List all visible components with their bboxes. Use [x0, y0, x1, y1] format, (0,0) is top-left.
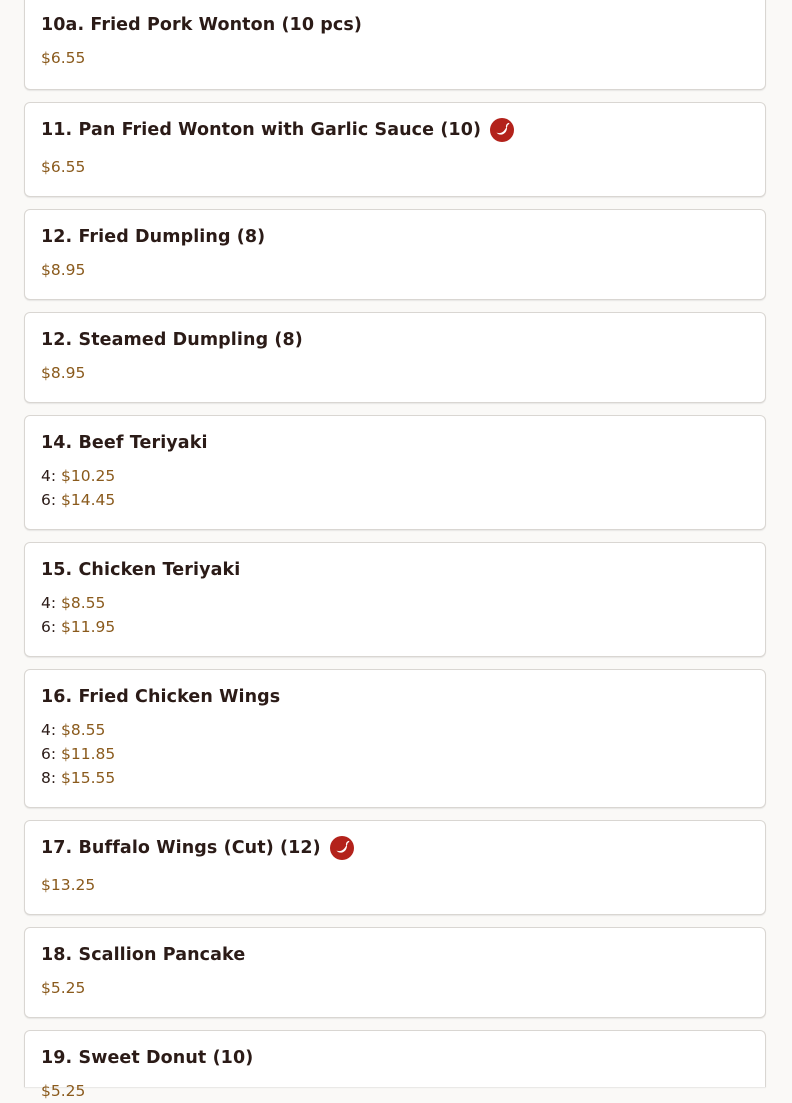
price: $15.55 [61, 769, 116, 787]
price-list [41, 155, 749, 179]
price: $11.85 [61, 745, 116, 763]
price: $6.55 [41, 158, 86, 176]
price-line [41, 361, 749, 385]
price-list [41, 1079, 749, 1103]
menu-item-card[interactable] [24, 542, 766, 657]
menu-item-card[interactable] [24, 1030, 766, 1100]
price: $6.55 [41, 49, 86, 67]
size-label: 6: [41, 491, 62, 509]
menu-item-title: 14. Beef Teriyaki [41, 433, 208, 453]
menu-item-title: 12. Fried Dumpling (8) [41, 227, 266, 247]
size-label: 6: [41, 618, 62, 636]
size-label: 8: [41, 769, 62, 787]
price: $8.55 [61, 721, 106, 739]
menu-item-card[interactable] [24, 820, 766, 915]
price-list [41, 258, 749, 282]
price: $5.25 [41, 1082, 86, 1100]
menu-item-card[interactable] [24, 312, 766, 403]
size-label: 4: [41, 594, 62, 612]
price-line [41, 976, 749, 1000]
price: $5.25 [41, 979, 86, 997]
price-line [41, 464, 749, 488]
price-line [41, 718, 749, 742]
price-list [41, 361, 749, 385]
menu-item-title: 18. Scallion Pancake [41, 945, 246, 965]
size-label: 6: [41, 745, 62, 763]
price-list [41, 873, 749, 897]
price-line [41, 766, 749, 790]
menu-item-card[interactable] [24, 669, 766, 808]
size-label: 4: [41, 721, 62, 739]
price: $8.95 [41, 261, 86, 279]
spicy-pepper-icon [490, 118, 514, 142]
menu-item-title: 11. Pan Fried Wonton with Garlic Sauce (10) [41, 120, 482, 140]
price: $10.25 [61, 467, 116, 485]
price-line [41, 615, 749, 639]
price: $13.25 [41, 876, 96, 894]
price: $14.45 [61, 491, 116, 509]
price-line [41, 742, 749, 766]
menu-item-title: 19. Sweet Donut (10) [41, 1048, 254, 1068]
menu-item-card[interactable] [24, 415, 766, 530]
menu-item-title: 10a. Fried Pork Wonton (10 pcs) [41, 15, 363, 35]
price-list [41, 464, 749, 512]
price-line [41, 258, 749, 282]
price-line [41, 155, 749, 179]
price: $8.95 [41, 364, 86, 382]
price-list [41, 591, 749, 639]
spicy-pepper-icon [330, 836, 354, 860]
price-line [41, 46, 749, 70]
price: $11.95 [61, 618, 116, 636]
price-list [41, 46, 749, 70]
price-line [41, 1079, 749, 1103]
menu-item-card[interactable] [24, 0, 766, 90]
menu-item-title: 15. Chicken Teriyaki [41, 560, 241, 580]
price-line [41, 488, 749, 512]
price-line [41, 591, 749, 615]
menu-item-title: 12. Steamed Dumpling (8) [41, 330, 303, 350]
size-label: 4: [41, 467, 62, 485]
price-list [41, 976, 749, 1000]
price-line [41, 873, 749, 897]
menu-item-title: 17. Buffalo Wings (Cut) (12) [41, 838, 321, 858]
menu-item-card[interactable] [24, 102, 766, 197]
price-list [41, 718, 749, 790]
menu-item-title: 16. Fried Chicken Wings [41, 687, 281, 707]
price: $8.55 [61, 594, 106, 612]
menu-item-card[interactable] [24, 209, 766, 300]
menu-item-card[interactable] [24, 927, 766, 1018]
